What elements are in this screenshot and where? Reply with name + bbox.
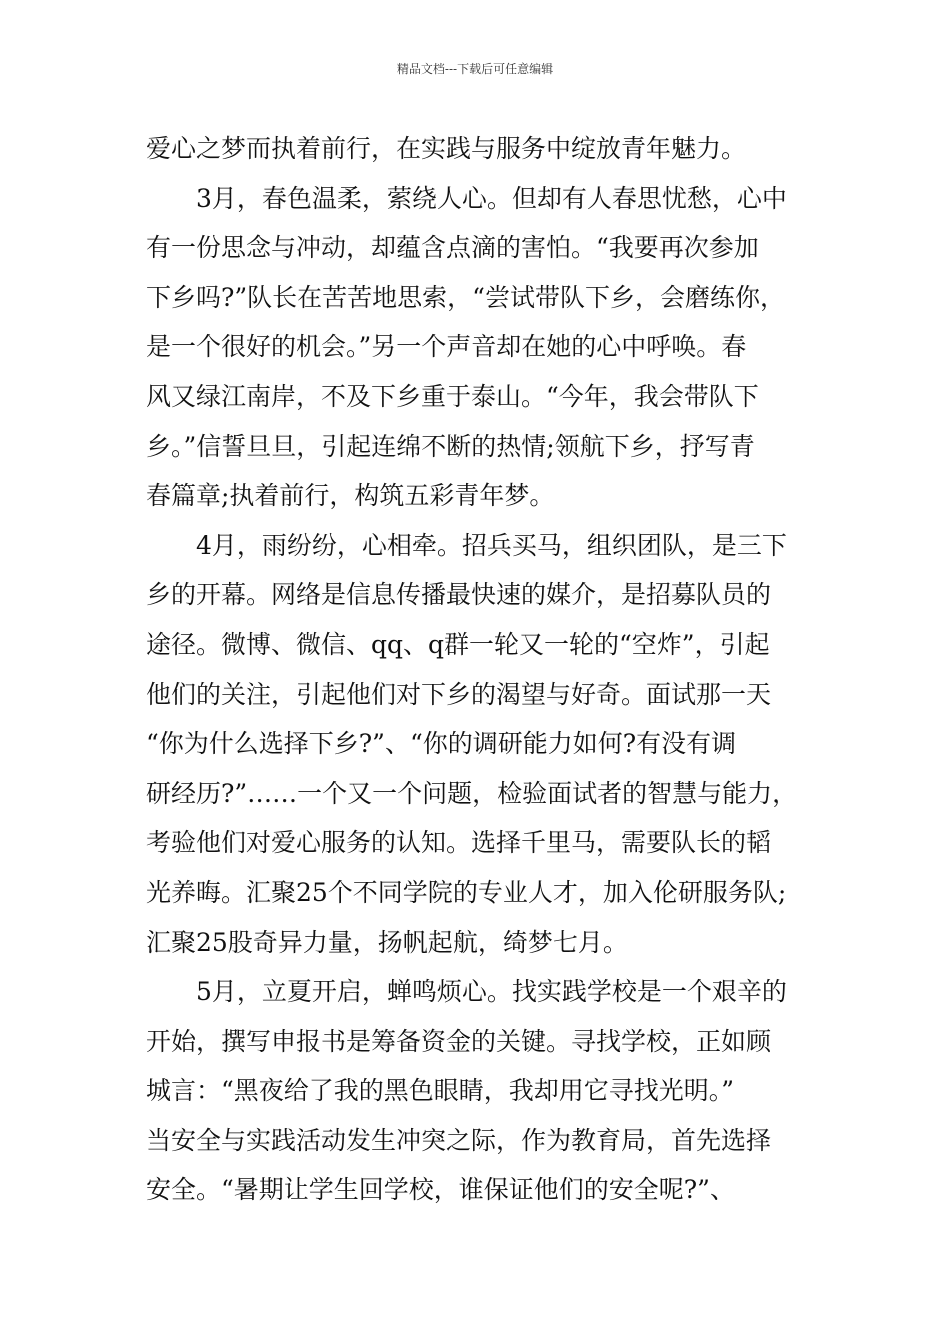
text-line: 汇聚25股奇异力量，扬帆起航，绮梦七月。 xyxy=(146,927,628,957)
text-line: 爱心之梦而执着前行，在实践与服务中绽放青年魅力。 xyxy=(146,134,747,163)
text-line: 下乡吗?”队长在苦苦地思索，“尝试带队下乡，会磨练你， xyxy=(146,282,785,312)
text-line: 考验他们对爱心服务的认知。选择千里马，需要队长的韬 xyxy=(146,828,772,858)
text-line: 有一份思念与冲动，却蕴含点滴的害怕。“我要再次参加 xyxy=(146,233,759,263)
text-line: 乡的开幕。网络是信息传播最快速的媒介，是招募队员的 xyxy=(146,580,772,610)
text-line: “你为什么选择下乡?”、“你的调研能力如何?有没有调 xyxy=(146,729,737,759)
document-body xyxy=(146,124,814,1215)
text-line: 安全。“暑期让学生回学校，谁保证他们的安全呢?”、 xyxy=(146,1175,735,1205)
text-line: 研经历?”……一个又一个问题，检验面试者的智慧与能力， xyxy=(146,778,798,808)
page-header: 精品文档---下载后可任意编辑 xyxy=(396,62,554,76)
text-line: 他们的关注，引起他们对下乡的渴望与好奇。面试那一天 xyxy=(146,679,772,709)
text-line: 风又绿江南岸，不及下乡重于泰山。“今年，我会带队下 xyxy=(146,381,759,411)
text-line: 当安全与实践活动发生冲突之际，作为教育局，首先选择 xyxy=(146,1125,772,1155)
text-line: 5月，立夏开启，蝉鸣烦心。找实践学校是一个艰辛的 xyxy=(146,977,787,1007)
text-line: 光养晦。汇聚25个不同学院的专业人才，加入伦研服务队; xyxy=(146,877,787,907)
text-line: 春篇章;执着前行，构筑五彩青年梦。 xyxy=(146,481,555,511)
text-line: 开始，撰写申报书是筹备资金的关键。寻找学校，正如顾 xyxy=(146,1026,772,1056)
text-line: 城言：“黑夜给了我的黑色眼睛，我却用它寻找光明。” xyxy=(146,1076,735,1106)
text-line: 途径。微博、微信、qq、q群一轮又一轮的“空炸”，引起 xyxy=(146,629,770,659)
text-line: 4月，雨纷纷，心相牵。招兵买马，组织团队，是三下 xyxy=(146,530,787,560)
text-line: 是一个很好的机会。”另一个声音却在她的心中呼唤。春 xyxy=(146,332,747,362)
text-line: 3月，春色温柔，萦绕人心。但却有人春思忧愁，心中 xyxy=(146,183,787,213)
text-line: 乡。”信誓旦旦，引起连绵不断的热情;领航下乡，抒写青 xyxy=(146,431,755,461)
